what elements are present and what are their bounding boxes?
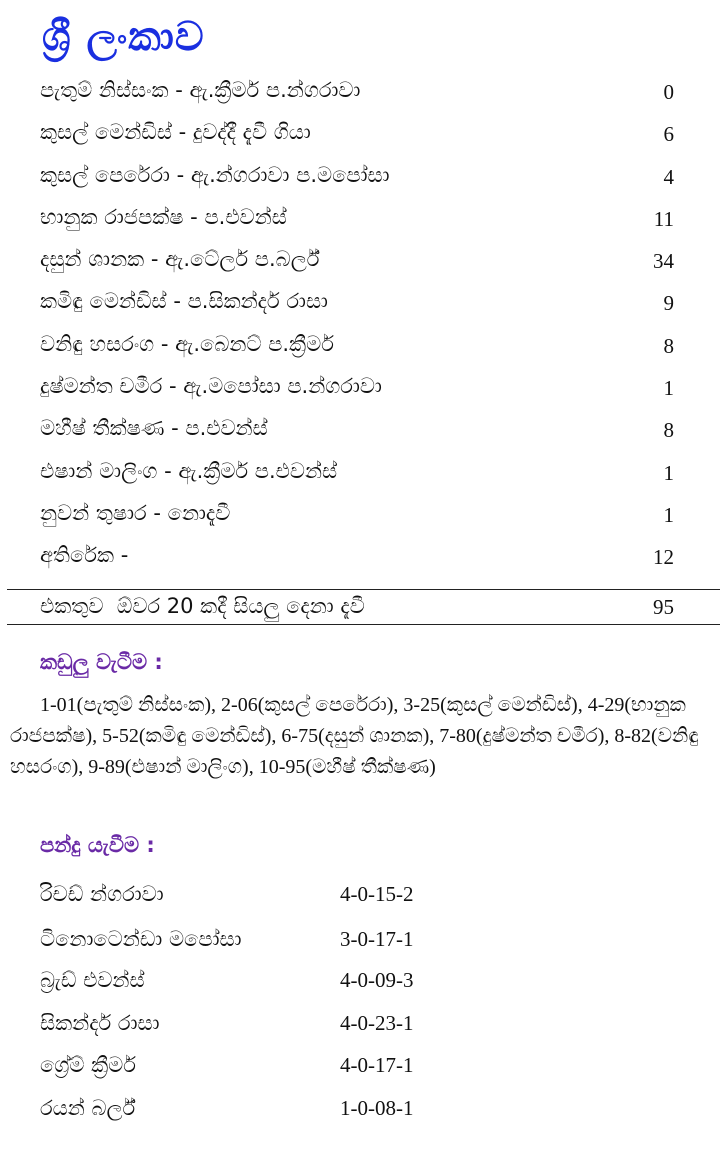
bowler-figures: 4-0-15-2 bbox=[340, 882, 414, 906]
batting-row bbox=[0, 72, 720, 114]
fall-of-wickets-heading: කඩුලු වැටීම : bbox=[40, 650, 163, 674]
batting-row bbox=[0, 495, 720, 537]
bowler-figures: 3-0-17-1 bbox=[340, 927, 414, 951]
batting-scorecard bbox=[0, 72, 720, 580]
batter-dismissal: කමිඳු මෙන්ඩිස් - ප.සිකන්දර් රාසා bbox=[40, 289, 328, 314]
total-label: එකතුව ඕවර 20 කදී සියලු දෙනා දැවී bbox=[40, 594, 365, 618]
batter-runs: 1 bbox=[663, 460, 674, 485]
batter-dismissal: දුෂ්මන්ත චමීර - ඇ.මපෝසා ප.න්ගරාවා bbox=[40, 374, 382, 399]
bowling-row bbox=[0, 882, 720, 922]
batter-runs: 6 bbox=[663, 122, 674, 147]
total-runs: 95 bbox=[653, 595, 674, 619]
batter-runs: 9 bbox=[663, 291, 674, 316]
extras-runs: 12 bbox=[653, 545, 674, 570]
bowler-figures: 1-0-08-1 bbox=[340, 1096, 414, 1120]
extras-label: අතිරේක - bbox=[40, 543, 129, 568]
batter-dismissal: කුසල් පෙරේරා - ඇ.න්ගරාවා ප.මපෝසා bbox=[40, 162, 390, 187]
batter-runs: 11 bbox=[653, 206, 674, 231]
batter-dismissal: කුසල් මෙන්ඩිස් - දුවද්දී දැවී ගියා bbox=[40, 120, 311, 145]
bowler-name: රිචඩ් න්ගරාවා bbox=[40, 882, 164, 906]
batter-dismissal: එෂාන් මාලිංග - ඇ.ක්‍රීමර් ප.එවන්ස් bbox=[40, 458, 338, 483]
batter-runs: 8 bbox=[663, 418, 674, 443]
bowler-figures: 4-0-23-1 bbox=[340, 1011, 414, 1035]
batter-runs: 8 bbox=[663, 333, 674, 358]
total-row bbox=[7, 589, 720, 625]
bowling-heading: පන්දු යැවීම : bbox=[40, 833, 155, 857]
batter-runs: 4 bbox=[663, 164, 674, 189]
bowling-row bbox=[0, 927, 720, 967]
batter-dismissal: වනිඳු හසරංග - ඇ.බෙනට් ප.ක්‍රීමර් bbox=[40, 331, 334, 356]
batter-dismissal: භානුක රාජපක්ෂ - ප.එවන්ස් bbox=[40, 204, 287, 229]
batter-dismissal: මහීෂ් තීක්ෂණ - ප.එවන්ස් bbox=[40, 416, 268, 441]
bowler-figures: 4-0-17-1 bbox=[340, 1053, 414, 1077]
bowler-name: සිකන්දර් රාසා bbox=[40, 1011, 160, 1035]
batter-runs: 0 bbox=[663, 80, 674, 104]
batting-row bbox=[0, 157, 720, 199]
batting-row bbox=[0, 453, 720, 495]
bowling-row bbox=[0, 968, 720, 1008]
bowling-row bbox=[0, 1096, 720, 1136]
batter-dismissal: නුවන් තුෂාර - නොදැවී bbox=[40, 500, 231, 525]
bowler-name: රයන් බර්ල් bbox=[40, 1096, 136, 1120]
batter-runs: 34 bbox=[653, 249, 674, 274]
bowler-name: ටිනොටෙන්ඩා මපෝසා bbox=[40, 927, 242, 951]
batter-dismissal: පැතුම් නිස්සංක - ඇ.ක්‍රීමර් ප.න්ගරාවා bbox=[40, 78, 361, 102]
bowler-name: ග්‍රේම් ක්‍රීමර් bbox=[40, 1053, 136, 1077]
extras-row bbox=[0, 537, 720, 579]
batter-dismissal: දසුන් ශානක - ඇ.ටේලර් ප.බර්ල් bbox=[40, 247, 320, 272]
batter-runs: 1 bbox=[663, 502, 674, 527]
batter-runs: 1 bbox=[663, 376, 674, 401]
bowling-row bbox=[0, 1011, 720, 1051]
batting-row bbox=[0, 283, 720, 325]
batting-row bbox=[0, 199, 720, 241]
batting-row bbox=[0, 326, 720, 368]
bowler-figures: 4-0-09-3 bbox=[340, 968, 414, 992]
batting-row bbox=[0, 114, 720, 156]
batting-row bbox=[0, 368, 720, 410]
batting-row bbox=[0, 410, 720, 452]
batting-row bbox=[0, 241, 720, 283]
bowler-name: බ්‍රැඩ් එවන්ස් bbox=[40, 968, 145, 992]
page-title: ශ්‍රී ලංකාව bbox=[42, 14, 205, 60]
bowling-row bbox=[0, 1053, 720, 1093]
fall-of-wickets-text: 1-01(පැතුම් නිස්සංක), 2-06(කුසල් පෙරේරා), 3-25(කුසල් මෙන්ඩිස්), 4-29(භානුක රාජපක්ෂ), 5-52(කමිඳු මෙන්ඩිස්), 6-75(දසුන් ශානක), 7-80(දුෂ්මන්ත චමීර), 8-82(වනිඳු හසරංග), 9-89(එෂාන් මාලිංග), 10-95(මහීෂ් තීක්ෂණ) bbox=[10, 694, 699, 778]
